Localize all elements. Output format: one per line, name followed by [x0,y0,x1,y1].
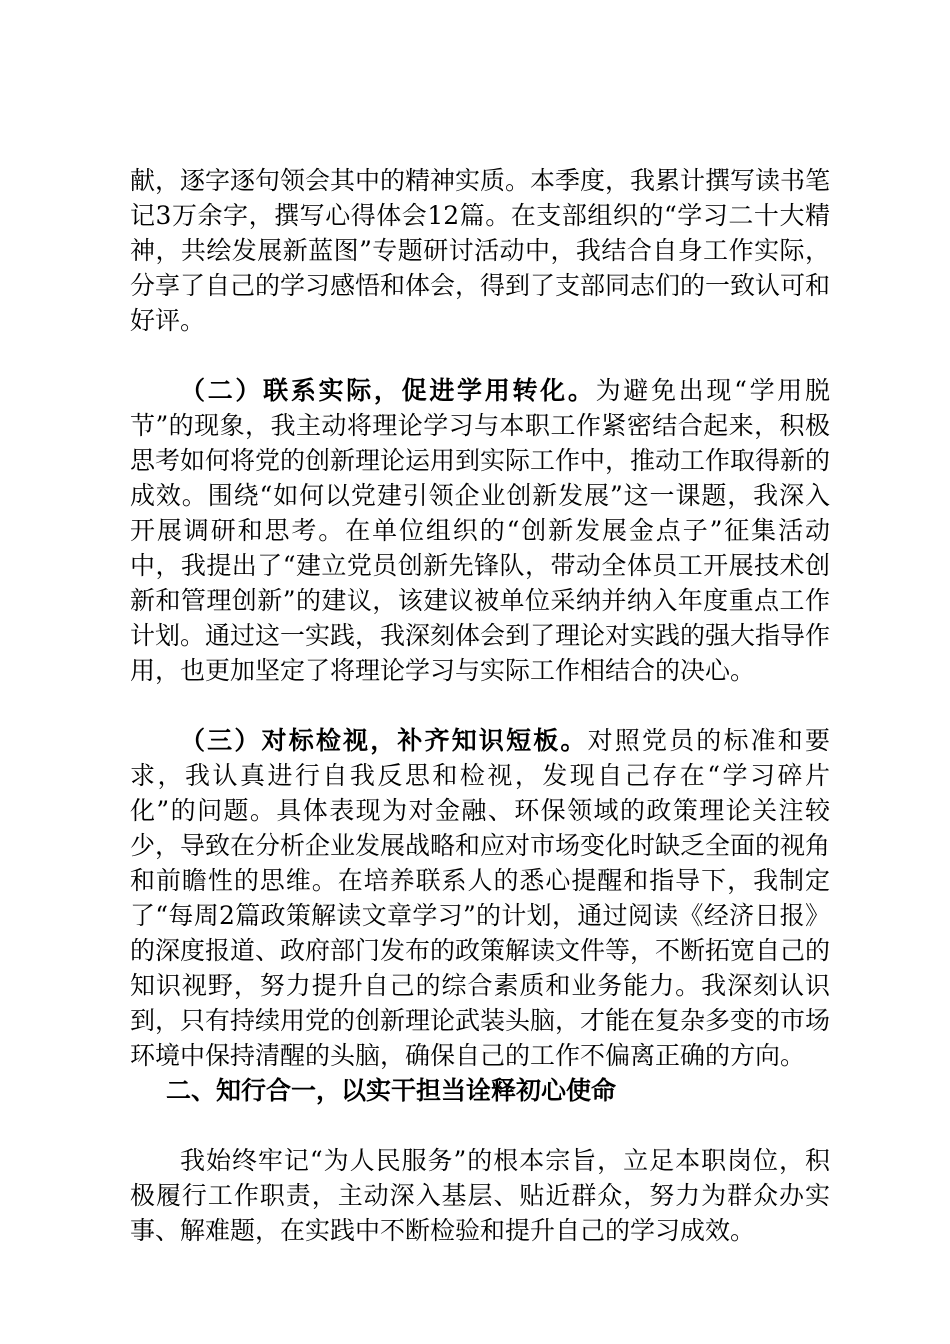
section-3-body: 对照党员的标准和要求，我认真进行自我反思和检视，发现自己存在“学习碎片化”的问题。具体表现为对金融、环保领域的政策理论关注较少，导致在分析企业发展战略和应对市场变化时缺乏全面的视角和前瞻性的思维。在培养联系人的悉心提醒和指导下，我制定了“每周2篇政策解读文章学习”的计划，通过阅读《经济日报》的深度报道、政府部门发布的政策解读文件等，不断拓宽自己的知识视野，努力提升自己的综合素质和业务能力。我深刻认识到，只有持续用党的创新理论武装头脑，才能在复杂多变的市场环境中保持清醒的头脑，确保自己的工作不偏离正确的方向。 [130,726,831,1070]
paragraph-section-3 [130,723,830,1073]
paragraph-chapter-intro: 我始终牢记“为人民服务”的根本宗旨，立足本职岗位，积极履行工作职责，主动深入基层、贴近群众，努力为群众办实事、解难题，在实践中不断检验和提升自己的学习成效。 [130,1146,830,1245]
section-2-title: （二）联系实际，促进学用转化。 [180,376,596,405]
chapter-heading: 二、知行合一，以实干担当诠释初心使命 [166,1076,617,1105]
document-page [130,163,830,1248]
section-2-body: 为避免出现“学用脱节”的现象，我主动将理论学习与本职工作紧密结合起来，积极思考如何将党的创新理论运用到实际工作中，推动工作取得新的成效。围绕“如何以党建引领企业创新发展”这一课题，我深入开展调研和思考。在单位组织的“创新发展金点子”征集活动中，我提出了“建立党员创新先锋队，带动全体员工开展技术创新和管理创新”的建议，该建议被单位采纳并纳入年度重点工作计划。通过这一实践，我深刻体会到了理论对实践的强大指导作用，也更加坚定了将理论学习与实际工作相结合的决心。 [130,376,831,685]
paragraph-continuation: 献，逐字逐句领会其中的精神实质。本季度，我累计撰写读书笔记3万余字，撰写心得体会12篇。在支部组织的“学习二十大精神，共绘发展新蓝图”专题研讨活动中，我结合自身工作实际，分享了自己的学习感悟和体会，得到了支部同志们的一致认可和好评。 [130,166,831,335]
section-3-title: （三）对标检视，补齐知识短板。 [180,726,588,755]
paragraph-section-2 [130,373,830,688]
